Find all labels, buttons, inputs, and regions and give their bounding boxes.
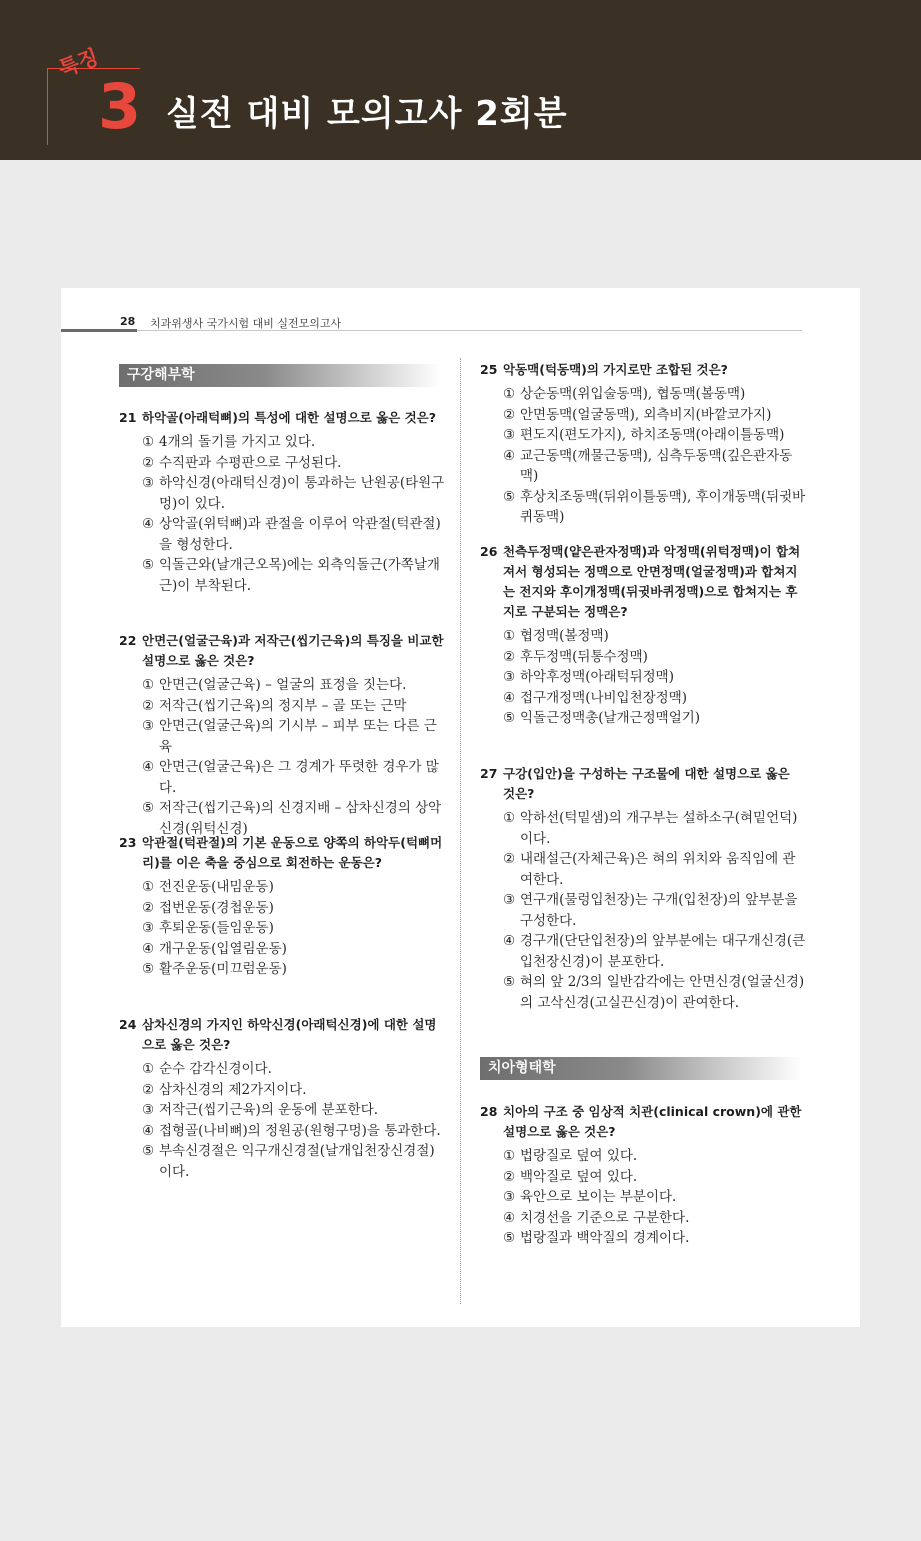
choice-number: ⑤ bbox=[142, 800, 155, 816]
answer-choice bbox=[119, 473, 445, 514]
answer-choice bbox=[480, 1228, 806, 1249]
answer-choice bbox=[119, 1121, 445, 1142]
question-text: 악관절(턱관절)의 기본 운동으로 양쪽의 하악두(턱뼈머리)를 이은 축을 중심으로 회전하는 운동은? bbox=[142, 835, 443, 870]
choice-text: 저작근(씹기근육)의 신경지배 – 삼차신경의 상악신경(위턱신경) bbox=[159, 800, 442, 837]
choice-number: ⑤ bbox=[142, 961, 155, 977]
question-stem bbox=[119, 833, 445, 873]
question-number: 26 bbox=[480, 544, 498, 559]
sample-page bbox=[61, 288, 860, 1327]
choice-text: 전진운동(내밈운동) bbox=[159, 879, 274, 895]
choice-text: 접번운동(경첩운동) bbox=[159, 899, 274, 916]
answer-choice bbox=[480, 487, 806, 528]
question bbox=[119, 1015, 445, 1182]
choice-text: 접구개정맥(나비입천장정맥) bbox=[520, 689, 688, 706]
choice-text: 안면근(얼굴근육)의 기시부 – 피부 또는 다른 근육 bbox=[159, 718, 437, 755]
question-stem bbox=[480, 764, 806, 804]
choice-number: ② bbox=[142, 1081, 155, 1098]
choice-text: 혀의 앞 2/3의 일반감각에는 안면신경(얼굴신경)의 고삭신경(고실끈신경)이 관여한다. bbox=[520, 974, 805, 1011]
feature-badge-label: 특징 bbox=[55, 44, 102, 82]
answer-choice bbox=[480, 1208, 806, 1229]
choice-text: 접형골(나비뼈)의 정원공(원형구멍)을 통과한다. bbox=[159, 1122, 441, 1139]
answer-choice bbox=[480, 890, 806, 931]
choice-number: ④ bbox=[503, 689, 516, 706]
answer-choice bbox=[119, 716, 445, 757]
choice-number: ② bbox=[503, 406, 516, 423]
choice-text: 연구개(물렁입천장)는 구개(입천장)의 앞부분을 구성한다. bbox=[520, 892, 798, 929]
answer-choice bbox=[480, 1146, 806, 1167]
question-number: 23 bbox=[119, 835, 137, 850]
answer-choice bbox=[119, 898, 445, 919]
choice-number: ① bbox=[142, 677, 155, 693]
choice-text: 순수 감각신경이다. bbox=[159, 1061, 272, 1077]
feature-badge-number: 3 bbox=[98, 70, 142, 143]
choice-text: 치경선을 기준으로 구분한다. bbox=[520, 1209, 690, 1226]
answer-choice bbox=[480, 384, 806, 405]
question-number: 24 bbox=[119, 1017, 137, 1032]
answer-choice bbox=[119, 1080, 445, 1101]
choice-list bbox=[480, 384, 806, 528]
question-text: 삼차신경의 가지인 하악신경(아래턱신경)에 대한 설명으로 옳은 것은? bbox=[142, 1017, 437, 1052]
choice-text: 법랑질과 백악질의 경계이다. bbox=[520, 1230, 690, 1246]
answer-choice bbox=[119, 939, 445, 960]
choice-text: 후두정맥(뒤통수정맥) bbox=[520, 648, 648, 665]
choice-text: 상순동맥(위입술동맥), 협동맥(볼동맥) bbox=[520, 386, 746, 402]
answer-choice bbox=[480, 626, 806, 647]
choice-text: 편도지(편도가지), 하치조동맥(아래이틀동맥) bbox=[520, 427, 785, 443]
question-stem bbox=[480, 1102, 806, 1142]
answer-choice bbox=[119, 757, 445, 798]
choice-number: ⑤ bbox=[503, 1230, 516, 1246]
choice-text: 하악후정맥(아래턱뒤정맥) bbox=[520, 669, 674, 685]
question-number: 28 bbox=[480, 1104, 498, 1119]
choice-number: ⑤ bbox=[142, 1143, 155, 1159]
question-stem bbox=[119, 408, 445, 428]
question bbox=[480, 542, 806, 729]
question-text: 천측두정맥(얕은관자정맥)과 악정맥(위턱정맥)이 합쳐져서 형성되는 정맥으로 안면정맥(얼굴정맥)과 합쳐지는 전지와 후이개정맥(뒤귓바퀴정맥)으로 합쳐지는 후지로 구분되는 정맥은? bbox=[503, 544, 801, 619]
choice-number: ③ bbox=[503, 1189, 516, 1205]
section-heading-tooth-morphology: 치아형태학 bbox=[480, 1057, 802, 1080]
choice-number: ① bbox=[503, 810, 516, 826]
choice-number: ④ bbox=[142, 759, 155, 775]
question bbox=[119, 631, 445, 839]
choice-text: 후상치조동맥(뒤위이틀동맥), 후이개동맥(뒤귓바퀴동맥) bbox=[520, 488, 806, 525]
question bbox=[119, 408, 445, 596]
answer-choice bbox=[480, 446, 806, 487]
answer-choice bbox=[480, 808, 806, 849]
choice-number: ⑤ bbox=[503, 710, 516, 726]
choice-text: 4개의 돌기를 가지고 있다. bbox=[159, 434, 316, 450]
choice-number: ⑤ bbox=[503, 974, 516, 990]
choice-number: ④ bbox=[142, 516, 155, 532]
choice-number: ② bbox=[503, 1168, 516, 1185]
choice-list bbox=[119, 877, 445, 980]
answer-choice bbox=[480, 405, 806, 426]
choice-number: ④ bbox=[503, 447, 516, 464]
choice-text: 수직판과 수평판으로 구성된다. bbox=[159, 454, 342, 471]
choice-list bbox=[119, 432, 445, 596]
choice-text: 개구운동(입열림운동) bbox=[159, 940, 287, 957]
question bbox=[480, 1102, 806, 1249]
choice-number: ③ bbox=[142, 920, 155, 936]
choice-text: 육안으로 보이는 부분이다. bbox=[520, 1189, 677, 1205]
section-heading-oral-anatomy: 구강해부학 bbox=[119, 364, 441, 387]
question-text: 안면근(얼굴근육)과 저작근(씹기근육)의 특징을 비교한 설명으로 옳은 것은? bbox=[142, 633, 444, 668]
choice-number: ⑤ bbox=[142, 557, 155, 573]
choice-number: ① bbox=[142, 1061, 155, 1077]
answer-choice bbox=[119, 959, 445, 980]
answer-choice bbox=[480, 647, 806, 668]
choice-number: ③ bbox=[142, 1102, 155, 1118]
choice-number: ① bbox=[503, 386, 516, 402]
choice-number: ② bbox=[503, 851, 516, 867]
answer-choice bbox=[480, 708, 806, 729]
choice-text: 익돌근정맥총(날개근정맥얼기) bbox=[520, 710, 701, 726]
choice-text: 하악신경(아래턱신경)이 통과하는 난원공(타원구멍)이 있다. bbox=[159, 475, 445, 512]
column-divider bbox=[460, 358, 461, 1304]
choice-text: 익돌근와(날개근오목)에는 외측익돌근(가쪽날개근)이 부착된다. bbox=[159, 557, 440, 594]
answer-choice bbox=[119, 1059, 445, 1080]
choice-number: ② bbox=[142, 697, 155, 714]
banner-title: 실전 대비 모의고사 2회분 bbox=[166, 94, 568, 134]
choice-text: 악하선(턱밑샘)의 개구부는 설하소구(혀밑언덕)이다. bbox=[520, 810, 798, 847]
answer-choice bbox=[119, 1100, 445, 1121]
choice-number: ③ bbox=[503, 427, 516, 443]
feature-banner bbox=[0, 0, 921, 160]
question-text: 치아의 구조 중 임상적 치관(clinical crown)에 관한 설명으로 옳은 것은? bbox=[503, 1104, 802, 1139]
choice-number: ③ bbox=[142, 475, 155, 491]
book-title: 치과위생사 국가시험 대비 실전모의고사 bbox=[150, 317, 342, 330]
answer-choice bbox=[119, 555, 445, 596]
choice-list bbox=[480, 626, 806, 729]
question-text: 하악골(아래턱뼈)의 특성에 대한 설명으로 옳은 것은? bbox=[142, 410, 437, 425]
question-text: 구강(입안)을 구성하는 구조물에 대한 설명으로 옳은 것은? bbox=[503, 766, 790, 801]
choice-text: 상악골(위턱뼈)과 관절을 이루어 악관절(턱관절)을 형성한다. bbox=[159, 516, 441, 553]
choice-list bbox=[119, 675, 445, 839]
choice-number: ③ bbox=[503, 892, 516, 908]
question bbox=[119, 833, 445, 980]
answer-choice bbox=[480, 667, 806, 688]
question-number: 21 bbox=[119, 410, 137, 425]
answer-choice bbox=[119, 877, 445, 898]
choice-number: ④ bbox=[142, 940, 155, 957]
choice-text: 내래설근(자체근육)은 혀의 위치와 움직임에 관여한다. bbox=[520, 851, 796, 888]
choice-list bbox=[119, 1059, 445, 1182]
choice-text: 부속신경절은 익구개신경절(날개입천장신경절)이다. bbox=[159, 1143, 435, 1180]
answer-choice bbox=[480, 931, 806, 972]
choice-text: 법랑질로 덮여 있다. bbox=[520, 1148, 638, 1164]
page-number: 28 bbox=[120, 315, 136, 328]
answer-choice bbox=[119, 514, 445, 555]
answer-choice bbox=[480, 849, 806, 890]
choice-number: ④ bbox=[503, 1209, 516, 1226]
choice-number: ③ bbox=[503, 669, 516, 685]
question-stem bbox=[119, 1015, 445, 1055]
question-number: 27 bbox=[480, 766, 498, 781]
answer-choice bbox=[480, 425, 806, 446]
choice-text: 경구개(단단입천장)의 앞부분에는 대구개신경(큰입천장신경)이 분포한다. bbox=[520, 933, 806, 970]
answer-choice bbox=[119, 432, 445, 453]
question-number: 25 bbox=[480, 362, 498, 377]
choice-text: 활주운동(미끄럼운동) bbox=[159, 961, 287, 977]
question-text: 악동맥(턱동맥)의 가지로만 조합된 것은? bbox=[503, 362, 728, 377]
answer-choice bbox=[480, 972, 806, 1013]
choice-number: ③ bbox=[142, 718, 155, 734]
choice-number: ② bbox=[142, 454, 155, 471]
answer-choice bbox=[119, 696, 445, 717]
choice-text: 후퇴운동(들임운동) bbox=[159, 920, 274, 936]
choice-text: 저작근(씹기근육)의 정지부 – 골 또는 근막 bbox=[159, 697, 407, 714]
choice-number: ⑤ bbox=[503, 488, 516, 505]
answer-choice bbox=[119, 918, 445, 939]
question-number: 22 bbox=[119, 633, 137, 648]
choice-text: 저작근(씹기근육)의 운동에 분포한다. bbox=[159, 1102, 379, 1118]
choice-number: ① bbox=[503, 628, 516, 644]
choice-number: ② bbox=[503, 648, 516, 665]
page-number-underline bbox=[61, 329, 137, 332]
choice-number: ④ bbox=[142, 1122, 155, 1139]
choice-number: ② bbox=[142, 899, 155, 916]
question bbox=[480, 764, 806, 1013]
answer-choice bbox=[480, 688, 806, 709]
choice-text: 안면근(얼굴근육) – 얼굴의 표정을 짓는다. bbox=[159, 677, 407, 693]
choice-number: ① bbox=[503, 1148, 516, 1164]
question-stem bbox=[480, 360, 806, 380]
answer-choice bbox=[119, 1141, 445, 1182]
answer-choice bbox=[480, 1167, 806, 1188]
answer-choice bbox=[480, 1187, 806, 1208]
choice-list bbox=[480, 808, 806, 1013]
choice-text: 협정맥(볼정맥) bbox=[520, 628, 609, 644]
choice-number: ① bbox=[142, 879, 155, 895]
choice-text: 백악질로 덮여 있다. bbox=[520, 1168, 638, 1185]
choice-list bbox=[480, 1146, 806, 1249]
question-stem bbox=[480, 542, 806, 622]
choice-number: ④ bbox=[503, 933, 516, 949]
choice-number: ① bbox=[142, 434, 155, 450]
answer-choice bbox=[119, 453, 445, 474]
choice-text: 안면동맥(얼굴동맥), 외측비지(바깥코가지) bbox=[520, 406, 772, 423]
question bbox=[480, 360, 806, 528]
choice-text: 교근동맥(깨물근동맥), 심측두동맥(깊은관자동맥) bbox=[520, 447, 793, 484]
choice-text: 삼차신경의 제2가지이다. bbox=[159, 1081, 307, 1098]
choice-text: 안면근(얼굴근육)은 그 경계가 뚜렷한 경우가 많다. bbox=[159, 759, 439, 796]
question-stem bbox=[119, 631, 445, 671]
answer-choice bbox=[119, 675, 445, 696]
